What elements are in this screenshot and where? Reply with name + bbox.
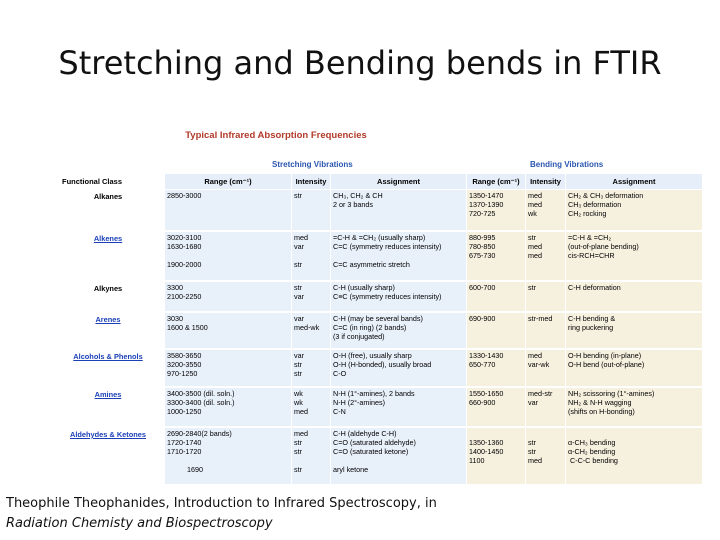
bend-range-cell: 880-995 780-850 675-730 [469, 233, 496, 260]
bend-intensity-cell: str str med [528, 438, 542, 465]
bend-assignment-cell: =C-H & =CH₂ (out-of-plane bending) cis-RCH=CHR [568, 233, 639, 260]
stretch-range-cell: 3580-3650 3200-3550 970-1250 [167, 351, 202, 378]
stretch-range-cell: 3020-3100 1630-1680 1900-2000 [167, 233, 202, 269]
stretch-intensity-cell: med str str str [294, 429, 308, 474]
table-title: Typical Infrared Absorption Frequencies [185, 130, 367, 141]
table-row [56, 232, 706, 280]
stretch-assignment-cell: CH₃, CH₂ & CH 2 or 3 bands [333, 191, 383, 209]
bend-intensity-cell: med-str var [528, 389, 553, 407]
stretch-intensity-cell: med var str [294, 233, 308, 269]
stretch-assignment-cell: C-H (may be several bands) C=C (in ring) (2 bands) (3 if conjugated) [333, 314, 423, 341]
functional-class-label: Alkynes [93, 284, 123, 293]
bend-intensity-cell: str-med [528, 314, 553, 323]
stretch-intensity-cell: wk wk med [294, 389, 308, 416]
bend-intensity-cell: med var-wk [528, 351, 550, 369]
functional-class-link[interactable]: Alcohols & Phenols [73, 352, 143, 361]
bend-range-cell: 1350-1470 1370-1390 720-725 [469, 191, 504, 218]
table-row [56, 350, 706, 386]
attribution-line-2: Radiation Chemisty and Biospectroscopy [6, 516, 273, 531]
stretch-assignment-cell: =C-H & =CH₂ (usually sharp) C=C (symmetry reduces intensity) C=C asymmetric stretch [333, 233, 442, 269]
slide-title: Stretching and Bending bends in FTIR [58, 44, 662, 82]
header-functional-class: Functional Class [62, 177, 123, 186]
functional-class-link[interactable]: Amines [94, 390, 122, 399]
bend-intensity-cell: med med wk [528, 191, 542, 218]
bend-intensity-cell: str [528, 283, 536, 292]
bend-assignment-cell: C-H deformation [568, 283, 621, 292]
functional-class-link[interactable]: Alkenes [93, 234, 123, 243]
stretch-range-cell: 2850-3000 [167, 191, 202, 200]
functional-class-label: Alkanes [93, 192, 123, 201]
stretch-intensity-cell: var str str [294, 351, 304, 378]
bend-range-cell: 690-900 [469, 314, 496, 323]
bend-assignment-cell: α-CH₃ bending α-CH₂ bending C-C-C bending [568, 438, 618, 465]
bend-assignment-cell: NH₂ scissoring (1°-amines) NH₂ & N-H wagging (shifts on H-bonding) [568, 389, 655, 416]
stretch-range-cell: 3030 1600 & 1500 [167, 314, 208, 332]
stretch-intensity-cell: var med-wk [294, 314, 320, 332]
bend-range-cell: 600-700 [469, 283, 496, 292]
header-bending-range: Range (cm⁻¹) [467, 174, 525, 189]
header-intensity: Intensity [292, 174, 330, 189]
bend-assignment-cell: C-H bending & ring puckering [568, 314, 616, 332]
bend-assignment-cell: CH₂ & CH₃ deformation CH₃ deformation CH₂ rocking [568, 191, 644, 218]
header-assignment: Assignment [331, 174, 466, 189]
stretching-section-title: Stretching Vibrations [272, 160, 353, 169]
stretch-range-cell: 2690-2840(2 bands) 1720-1740 1710-1720 1690 [167, 429, 232, 474]
functional-class-link[interactable]: Arenes [95, 315, 121, 324]
table-row [56, 388, 706, 426]
table-row [56, 313, 706, 348]
attribution-line-1: Theophile Theophanides, Introduction to Infrared Spectroscopy, in [6, 496, 437, 511]
bend-assignment-cell: O-H bending (in-plane) O-H bend (out-of-plane) [568, 351, 645, 369]
header-bending-intensity: Intensity [526, 174, 565, 189]
table-row [56, 282, 706, 311]
table-row [56, 190, 706, 230]
bend-range-cell: 1350-1360 1400-1450 1100 [469, 438, 504, 465]
stretch-assignment-cell: N-H (1°-amines), 2 bands N-H (2°-amines) C-N [333, 389, 415, 416]
functional-class-link[interactable]: Aldehydes & Ketones [70, 430, 146, 439]
stretch-intensity-cell: str [294, 191, 302, 200]
ir-frequency-table [56, 128, 706, 484]
header-bending-assignment: Assignment [566, 174, 702, 189]
stretch-intensity-cell: str var [294, 283, 304, 301]
bending-section-title: Bending Vibrations [530, 160, 604, 169]
stretch-assignment-cell: C-H (usually sharp) C≡C (symmetry reduces intensity) [333, 283, 442, 301]
bend-range-cell: 1550-1650 660-900 [469, 389, 504, 407]
attribution [6, 494, 437, 534]
bend-range-cell: 1330-1430 650-770 [469, 351, 504, 369]
stretch-assignment-cell: O-H (free), usually sharp O-H (H-bonded), usually broad C-O [333, 351, 432, 378]
table-row [56, 428, 706, 484]
bend-intensity-cell: str med med [528, 233, 542, 260]
stretch-assignment-cell: C-H (aldehyde C-H) C=O (saturated aldehyde) C=O (saturated ketone) aryl ketone [333, 429, 416, 474]
header-range: Range (cm⁻¹) [165, 174, 291, 189]
stretch-range-cell: 3300 2100-2250 [167, 283, 202, 301]
stretch-range-cell: 3400-3500 (dil. soln.) 3300-3400 (dil. soln.) 1000-1250 [167, 389, 235, 416]
